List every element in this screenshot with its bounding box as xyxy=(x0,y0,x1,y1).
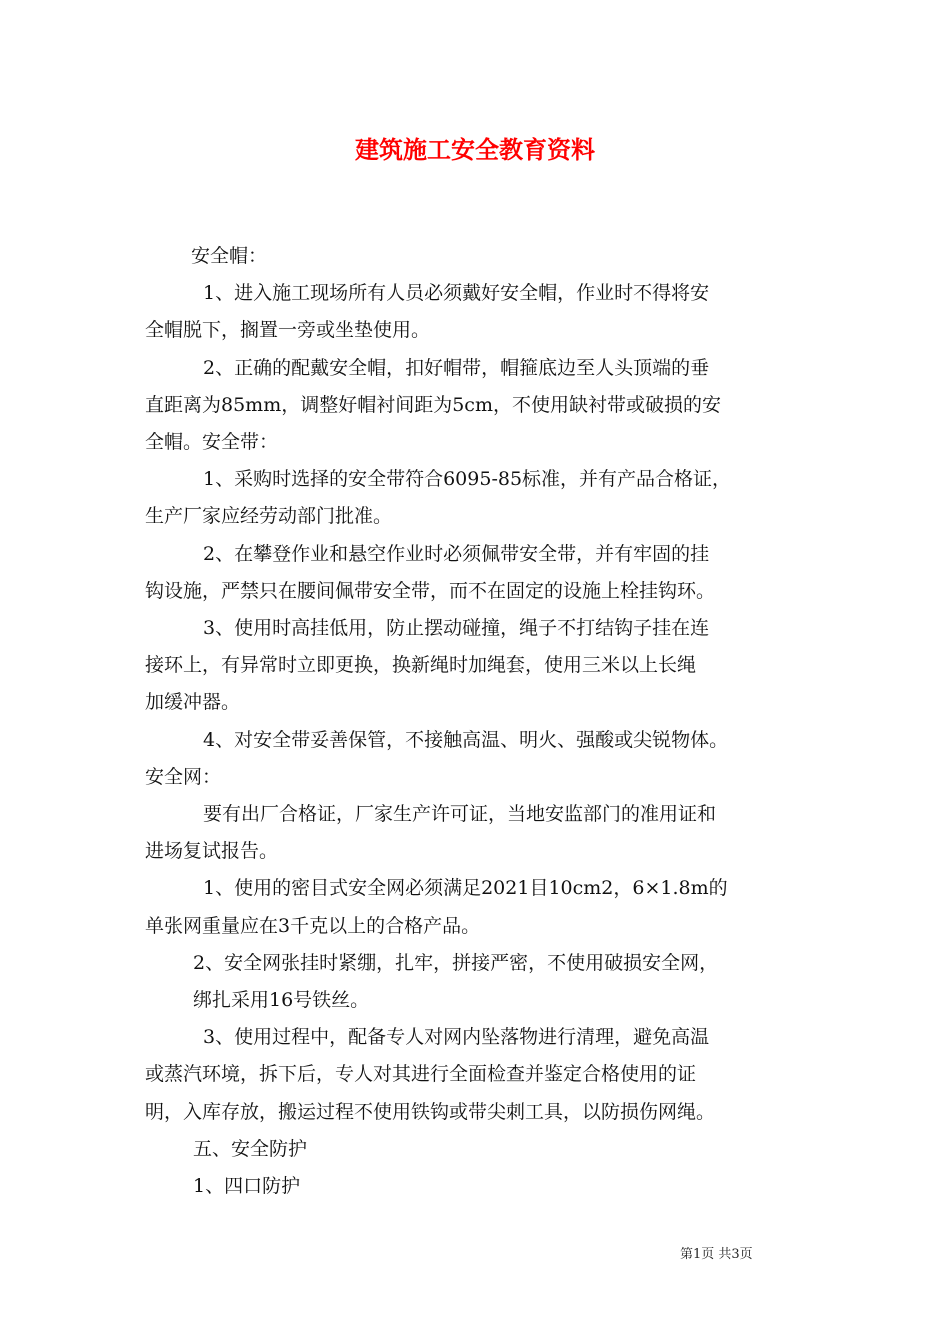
document-title: 建筑施工安全教育资料 xyxy=(355,136,595,164)
paragraph-line: 1、进入施工现场所有人员必须戴好安全帽，作业时不得将安 xyxy=(203,282,710,305)
paragraph-line: 生产厂家应经劳动部门批准。 xyxy=(145,505,393,528)
page-number: 第1页 共3页 xyxy=(680,1247,753,1262)
paragraph-line: 4、对安全带妥善保管，不接触高温、明火、强酸或尖锐物体。 xyxy=(203,728,729,751)
paragraph-line: 1、采购时选择的安全带符合6095-85标准，并有产品合格证， xyxy=(203,468,732,491)
document-body xyxy=(145,238,817,1205)
paragraph-line: 2、在攀登作业和悬空作业时必须佩带安全带，并有牢固的挂 xyxy=(203,542,710,565)
paragraph-line: 加缓冲器。 xyxy=(145,691,241,714)
paragraph-line: 单张网重量应在3千克以上的合格产品。 xyxy=(145,914,481,937)
paragraph-line: 全帽。安全带： xyxy=(145,431,279,454)
paragraph-line: 钩设施，严禁只在腰间佩带安全带，而不在固定的设施上栓挂钩环。 xyxy=(145,579,716,602)
paragraph-line: 1、使用的密目式安全网必须满足2021目10cm2，6×1.8m的 xyxy=(203,877,728,900)
paragraph-line: 全帽脱下，搁置一旁或坐垫使用。 xyxy=(145,319,431,342)
paragraph-line: 绑扎采用16号铁丝。 xyxy=(193,989,370,1012)
paragraph-line: 2、安全网张挂时紧绷，扎牢，拼接严密，不使用破损安全网， xyxy=(193,951,719,974)
paragraph-line: 3、使用过程中，配备专人对网内坠落物进行清理，避免高温 xyxy=(203,1026,710,1049)
paragraph-line: 2、正确的配戴安全帽，扣好帽带，帽箍底边至人头顶端的垂 xyxy=(203,356,710,379)
paragraph-line: 明，入库存放，搬运过程不使用铁钩或带尖刺工具，以防损伤网绳。 xyxy=(145,1100,716,1123)
paragraph-line: 要有出厂合格证，厂家生产许可证，当地安监部门的准用证和 xyxy=(203,803,717,826)
paragraph-line: 1、四口防护 xyxy=(193,1175,301,1198)
section-heading-net: 安全网： xyxy=(145,765,222,788)
section-heading-protection: 五、安全防护 xyxy=(193,1137,308,1160)
paragraph-line: 直距离为85mm，调整好帽衬间距为5cm，不使用缺衬带或破损的安 xyxy=(145,393,721,416)
paragraph-line: 进场复试报告。 xyxy=(145,840,279,863)
paragraph-line: 接环上，有异常时立即更换，换新绳时加绳套，使用三米以上长绳 xyxy=(145,654,697,677)
section-heading-helmet: 安全帽： xyxy=(191,245,268,267)
paragraph-line: 或蒸汽环境，拆下后，专人对其进行全面检查并鉴定合格使用的证 xyxy=(145,1063,697,1086)
paragraph-line: 3、使用时高挂低用，防止摆动碰撞，绳子不打结钩子挂在连 xyxy=(203,617,710,640)
